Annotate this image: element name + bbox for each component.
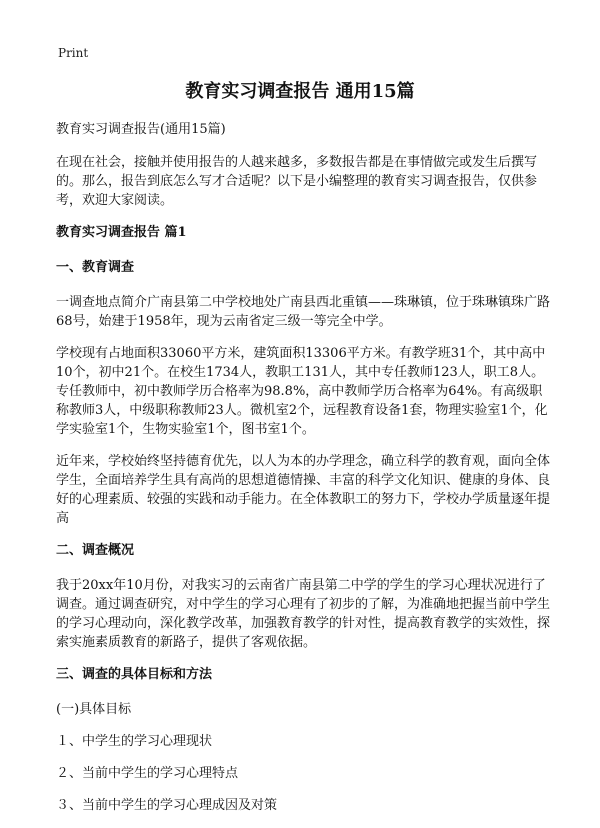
list-item: ３、当前中学生的学习心理成因及对策	[56, 798, 278, 813]
section2-heading: 二、调查概况	[56, 543, 135, 558]
section2-paragraph: 我于20xx年10月份，对我实习的云南省广南县第二中学的学生的学习心理状况进行了调查。通过调查研究，对中学生的学习心理有了初步的了解，为准确地把握当前中学生的学习心理动向，深化教学改革，加强教育教学的针对性，提高教育教学的实效性，探索实施素质教育的新路子，提供了客观依据。	[56, 578, 551, 650]
article-subtitle: 教育实习调查报告(通用15篇)	[56, 122, 226, 137]
article-body	[56, 120, 554, 828]
list-item: １、中学生的学习心理现状	[56, 734, 213, 749]
section3-heading: 三、调查的具体目标和方法	[56, 667, 213, 682]
list-item: ２、当前中学生的学习心理特点	[56, 766, 239, 781]
print-link[interactable]: Print	[58, 46, 89, 60]
section1-heading: 一、教育调查	[56, 260, 135, 275]
page-title: 教育实习调查报告 通用15篇	[185, 81, 415, 102]
section1-paragraph-1: 一调查地点简介广南县第二中学校地处广南县西北重镇——珠琳镇，位于珠琳镇珠广路68号，始建于1958年，现为云南省定三级一等完全中学。	[56, 295, 551, 329]
section1-paragraph-3: 近年来，学校始终坚持德育优先，以人为本的办学理念，确立科学的教育观，面向全体学生，全面培养学生具有高尚的思想道德情操、丰富的科学文化知识、健康的身体、良好的心理素质、较强的实践和动手能力。在全体教职工的努力下，学校办学质量逐年提高	[56, 454, 551, 526]
article-heading: 教育实习调查报告 篇1	[56, 225, 187, 240]
section3-subheading: (一)具体目标	[56, 702, 132, 717]
intro-paragraph: 在现在社会，接触并使用报告的人越来越多，多数报告都是在事情做完或发生后撰写的。那么，报告到底怎么写才合适呢？以下是小编整理的教育实习调查报告，仅供参考，欢迎大家阅读。	[56, 155, 538, 208]
section1-paragraph-2: 学校现有占地面积33060平方米，建筑面积13306平方米。有教学班31个，其中高中10个，初中21个。在校生1734人，教职工131人，其中专任教师123人，职工8人。专任教师中，初中教师学历合格率为98.8%，高中教师学历合格率为64%。有高级职称教师3人，中级职称教师23人。微机室2个，远程教育设备1套，物理实验室1个，化学实验室1个，生物实验室1个，图书室1个。	[56, 346, 548, 437]
